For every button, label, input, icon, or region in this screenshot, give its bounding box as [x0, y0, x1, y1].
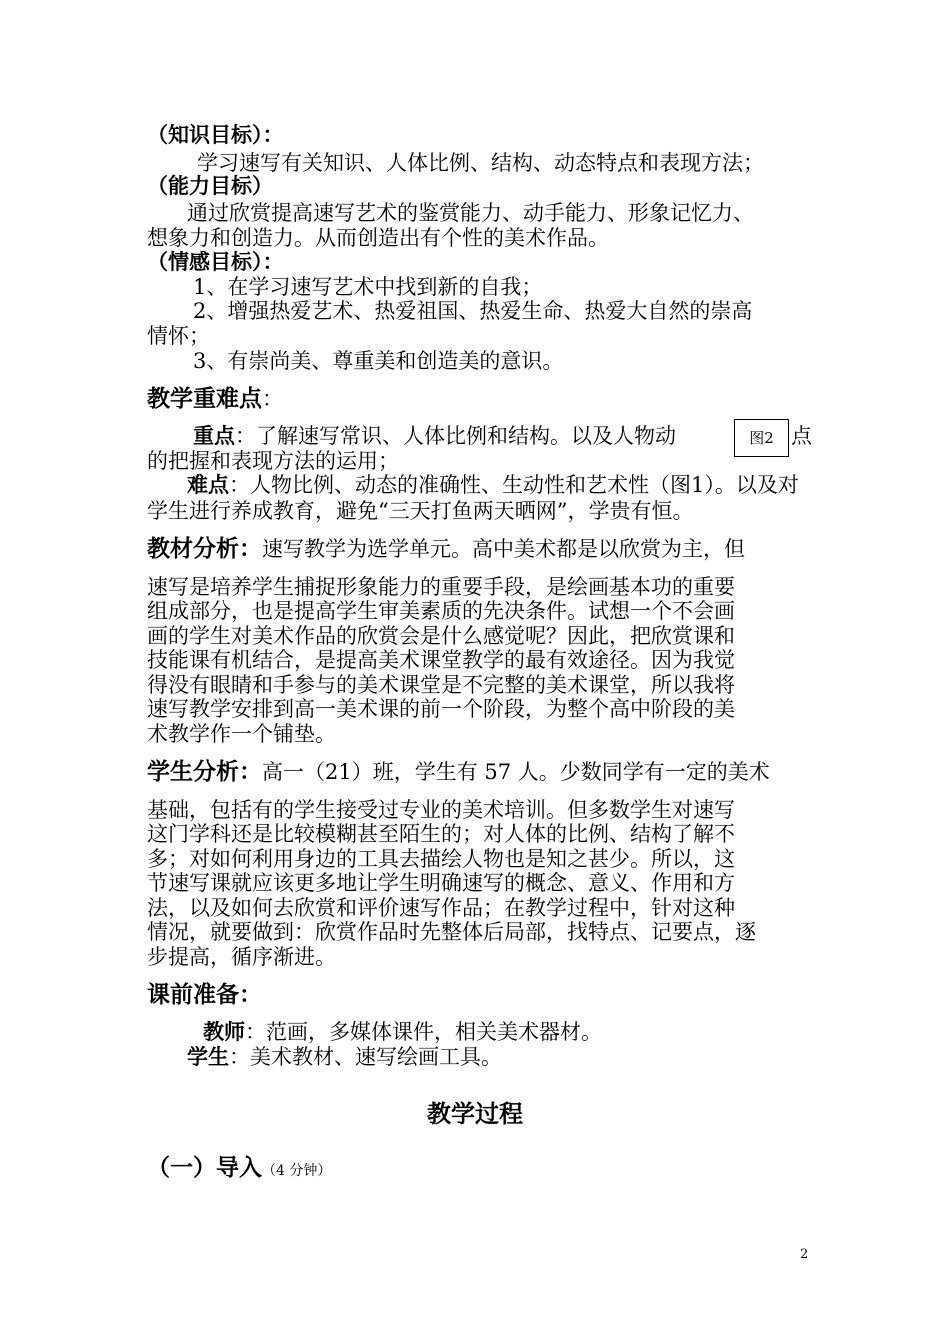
ability-goal-line2: 想象力和创造力。从而创造出有个性的美术作品。 — [147, 226, 609, 250]
teacher-text: ：范画，多媒体课件，相关美术器材。 — [245, 1020, 602, 1044]
ability-goal-heading: （能力目标） — [147, 174, 273, 198]
section-1-heading — [147, 1156, 331, 1183]
key-points-heading-colon: ： — [262, 387, 283, 411]
student-text: ：美术教材、速写绘画工具。 — [229, 1045, 502, 1069]
preparation-student — [187, 1045, 502, 1069]
emotion-goal-item3: 3、有崇尚美、尊重美和创造美的意识。 — [193, 349, 564, 373]
material-line-0: 速写教学为选学单元。高中美术都是以欣赏为主，但 — [262, 537, 745, 561]
key-points-heading: 教学重难点 — [147, 386, 262, 412]
material-line-2: 组成部分，也是提高学生审美素质的先决条件。试想一个不会画 — [147, 599, 735, 623]
material-line-5: 得没有眼睛和手参与的美术课堂是不完整的美术课堂，所以我将 — [147, 673, 735, 697]
students-line-2: 这门学科还是比较模糊甚至陌生的；对人体的比例、结构了解不 — [147, 822, 735, 846]
preparation-teacher — [203, 1020, 602, 1044]
key-points-heading-row — [147, 387, 283, 411]
section-1-time: （4 分钟） — [262, 1163, 332, 1179]
students-heading: 学生分析： — [147, 759, 262, 785]
students-first-line — [147, 760, 770, 784]
material-heading: 教材分析： — [147, 536, 262, 562]
focus-label: 重点 — [193, 424, 235, 448]
difficulty-label: 难点 — [187, 473, 229, 497]
student-label: 学生 — [187, 1045, 229, 1069]
emotion-goal-item1: 1、在学习速写艺术中找到新的自我； — [193, 275, 543, 299]
students-line-6: 情况，就要做到：欣赏作品时先整体后局部，找特点、记要点，逐 — [147, 920, 756, 944]
students-line-4: 节速写课就应该更多地让学生明确速写的概念、意义、作用和方 — [147, 871, 735, 895]
students-line-1: 基础，包括有的学生接受过专业的美术培训。但多数学生对速写 — [147, 798, 735, 822]
material-line-7: 术教学作一个铺垫。 — [147, 722, 336, 746]
difficulty-text: ：人物比例、动态的准确性、生动性和艺术性（图1）。以及对 — [229, 473, 799, 497]
teaching-process-title: 教学过程 — [427, 1100, 523, 1128]
material-line-4: 技能课有机结合，是提高美术课堂教学的最有效途径。因为我觉 — [147, 648, 735, 672]
section-1-label: （一）导入 — [147, 1155, 262, 1181]
students-line-3: 多；对如何利用身边的工具去描绘人物也是知之甚少。所以，这 — [147, 847, 735, 871]
preparation-heading: 课前准备： — [147, 982, 262, 1008]
students-line-5: 法，以及如何去欣赏和评价速写作品；在教学过程中，针对这种 — [147, 896, 735, 920]
emotion-goal-item2-line1: 2、增强热爱艺术、热爱祖国、热爱生命、热爱大自然的崇高 — [193, 299, 753, 323]
students-line-7: 步提高，循序渐进。 — [147, 945, 336, 969]
students-line-0: 高一（21）班，学生有 57 人。少数同学有一定的美术 — [262, 760, 770, 784]
knowledge-goal-heading: （知识目标）： — [147, 123, 284, 147]
material-first-line — [147, 537, 745, 561]
difficulty-line2: 学生进行养成教育，避免“三天打鱼两天晒网”，学贵有恒。 — [147, 499, 694, 523]
material-line-3: 画的学生对美术作品的欣赏会是什么感觉呢？因此，把欣赏课和 — [147, 624, 735, 648]
page-number: 2 — [800, 1247, 809, 1262]
knowledge-goal-text: 学习速写有关知识、人体比例、结构、动态特点和表现方法； — [197, 151, 764, 175]
focus-text: ：了解速写常识、人体比例和结构。以及人物动 — [235, 424, 676, 448]
emotion-goal-item2-line2: 情怀； — [147, 324, 210, 348]
ability-goal-line1: 通过欣赏提高速写艺术的鉴赏能力、动手能力、形象记忆力、 — [187, 201, 754, 225]
difficulty-line1 — [187, 473, 799, 497]
material-line-6: 速写教学安排到高一美术课的前一个阶段，为整个高中阶段的美 — [147, 697, 735, 721]
emotion-goal-heading: （情感目标）： — [147, 250, 284, 274]
focus-line1 — [193, 424, 676, 448]
material-line-1: 速写是培养学生捕捉形象能力的重要手段，是绘画基本功的重要 — [147, 575, 735, 599]
focus-line1-end: 点 — [791, 424, 812, 448]
figure-2-label-box: 图2 — [734, 419, 789, 457]
focus-line2: 的把握和表现方法的运用； — [147, 449, 399, 473]
teacher-label: 教师 — [203, 1020, 245, 1044]
